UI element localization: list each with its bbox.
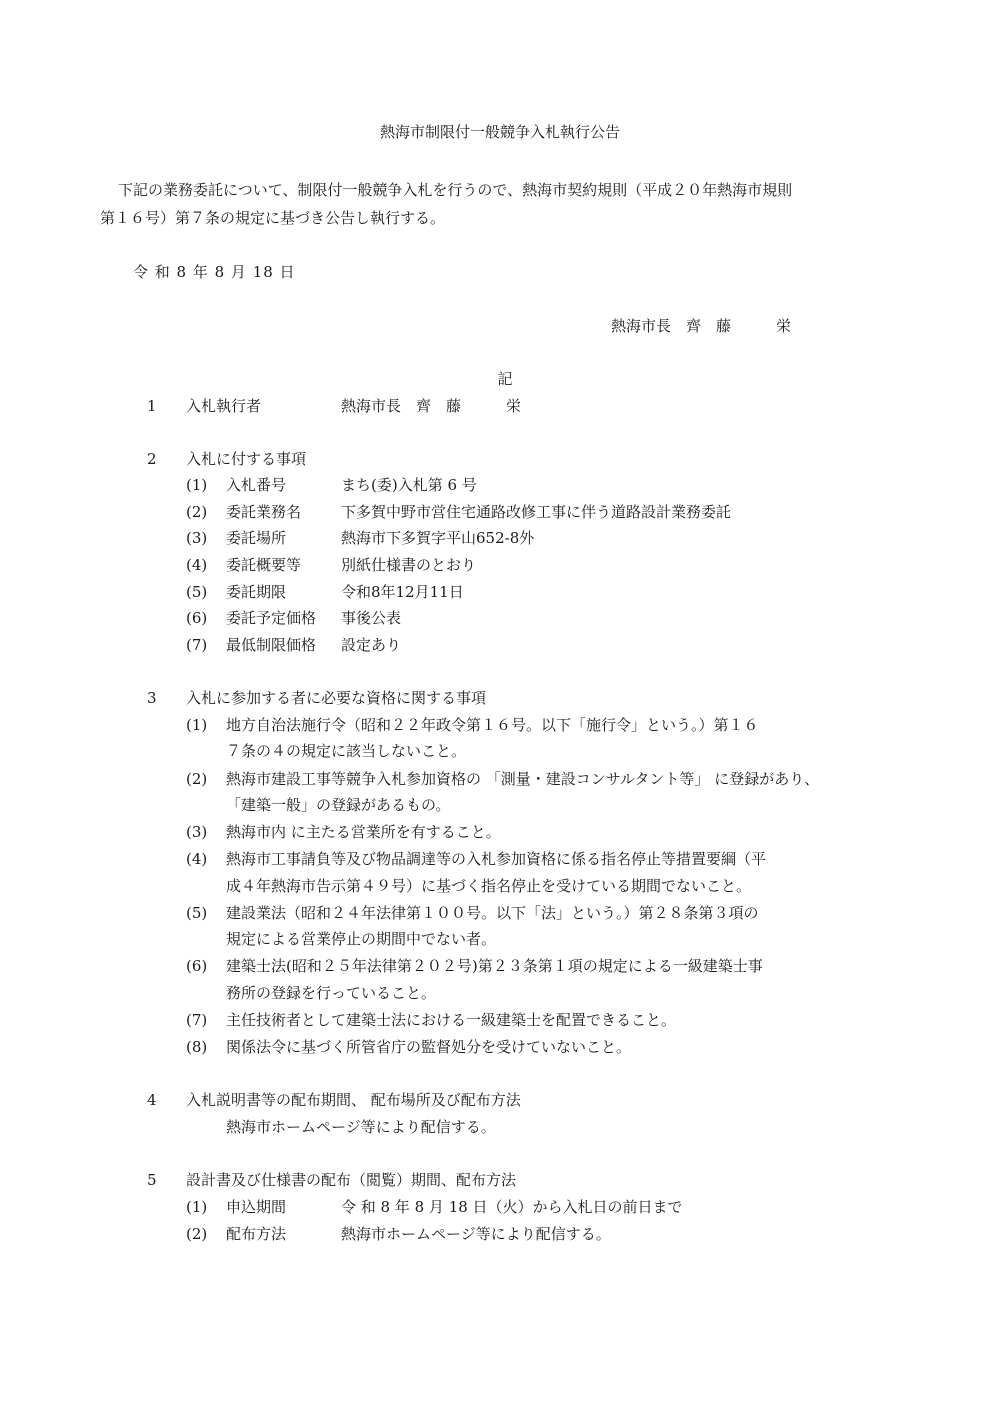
item-text-continued: 規定による営業停止の期間中でない者。 <box>226 930 497 948</box>
item-text-continued: ７条の４の規定に該当しないこと。 <box>226 742 467 760</box>
item-label: 委託業務名 <box>226 503 302 521</box>
item-value: 設定あり <box>341 636 402 654</box>
section-number: 2 <box>147 450 157 468</box>
item-text: 建設業法（昭和２４年法律第１００号。以下「法」という。）第２８条第３項の <box>226 904 759 922</box>
item-number: (1) <box>186 1198 208 1216</box>
item-number: (1) <box>186 716 208 734</box>
item-text-continued: 務所の登録を行っていること。 <box>226 984 437 1002</box>
item-value: 事後公表 <box>341 609 402 627</box>
section-value: 熱海市長 齊 藤 栄 <box>341 397 522 415</box>
item-value: 令 和 8 年 8 月 18 日（火）から入札日の前日まで <box>341 1198 683 1216</box>
item-number: (4) <box>186 556 208 574</box>
item-text: 関係法令に基づく所管省庁の監督処分を受けていないこと。 <box>226 1038 632 1056</box>
item-number: (2) <box>186 770 208 788</box>
notice-date: 令 和 8 年 8 月 18 日 <box>133 263 296 281</box>
item-value: 別紙仕様書のとおり <box>341 556 477 574</box>
section-number: 4 <box>147 1091 157 1109</box>
item-number: (8) <box>186 1038 208 1056</box>
item-text: 熱海市内 に主たる営業所を有すること。 <box>226 823 501 841</box>
intro-line-1: 下記の業務委託について、制限付一般競争入札を行うので、熱海市契約規則（平成２０年熱海市規則 <box>118 181 793 199</box>
item-text: 主任技術者として建築士法における一級建築士を配置できること。 <box>226 1011 677 1029</box>
item-text: 熱海市建設工事等競争入札参加資格の 「測量・建設コンサルタント等」 に登録があり、 <box>226 770 820 788</box>
item-value: まち(委)入札第 6 号 <box>341 476 477 494</box>
item-value: 熱海市ホームページ等により配信する。 <box>341 1225 611 1243</box>
item-value: 令和8年12月11日 <box>341 583 464 601</box>
item-number: (3) <box>186 529 208 547</box>
item-value: 下多賀中野市営住宅通路改修工事に伴う道路設計業務委託 <box>341 503 732 521</box>
item-number: (6) <box>186 609 208 627</box>
item-label: 委託期限 <box>226 583 287 601</box>
item-number: (7) <box>186 636 208 654</box>
item-number: (5) <box>186 904 208 922</box>
signer: 熱海市長 齊 藤 栄 <box>611 317 792 335</box>
section-number: 5 <box>147 1171 157 1189</box>
document-title: 熱海市制限付一般競争入札執行公告 <box>379 123 620 141</box>
ki-marker: 記 <box>497 370 513 388</box>
intro-line-2: 第１６号）第７条の規定に基づき公告し執行する。 <box>100 209 446 227</box>
section-heading: 入札に付する事項 <box>186 450 307 468</box>
section-number: 1 <box>147 397 157 415</box>
section-heading: 入札執行者 <box>186 397 262 415</box>
section-heading: 入札説明書等の配布期間、 配布場所及び配布方法 <box>186 1091 521 1109</box>
item-number: (2) <box>186 503 208 521</box>
item-label: 配布方法 <box>226 1225 287 1243</box>
item-label: 申込期間 <box>226 1198 287 1216</box>
item-number: (4) <box>186 850 208 868</box>
section-number: 3 <box>147 689 157 707</box>
item-number: (1) <box>186 476 208 494</box>
item-label: 入札番号 <box>226 476 287 494</box>
section-body: 熱海市ホームページ等により配信する。 <box>226 1118 496 1136</box>
item-number: (2) <box>186 1225 208 1243</box>
item-number: (7) <box>186 1011 208 1029</box>
item-label: 委託概要等 <box>226 556 302 574</box>
item-number: (3) <box>186 823 208 841</box>
item-text-continued: 「建築一般」の登録があるもの。 <box>226 796 451 814</box>
section-heading: 入札に参加する者に必要な資格に関する事項 <box>186 689 487 707</box>
item-label: 委託場所 <box>226 529 287 547</box>
item-label: 委託予定価格 <box>226 609 317 627</box>
item-number: (5) <box>186 583 208 601</box>
item-label: 最低制限価格 <box>226 636 317 654</box>
section-heading: 設計書及び仕様書の配布（閲覧）期間、配布方法 <box>186 1171 517 1189</box>
item-text: 地方自治法施行令（昭和２２年政令第１６号。以下「施行令」という。）第１６ <box>226 716 759 734</box>
item-number: (6) <box>186 957 208 975</box>
item-text-continued: 成４年熱海市告示第４９号）に基づく指名停止を受けている期間でないこと。 <box>226 877 752 895</box>
item-value: 熱海市下多賀字平山652-8外 <box>341 529 535 547</box>
item-text: 熱海市工事請負等及び物品調達等の入札参加資格に係る指名停止等措置要綱（平 <box>226 850 767 868</box>
item-text: 建築士法(昭和２５年法律第２０２号)第２３条第１項の規定による一級建築士事 <box>226 957 763 975</box>
